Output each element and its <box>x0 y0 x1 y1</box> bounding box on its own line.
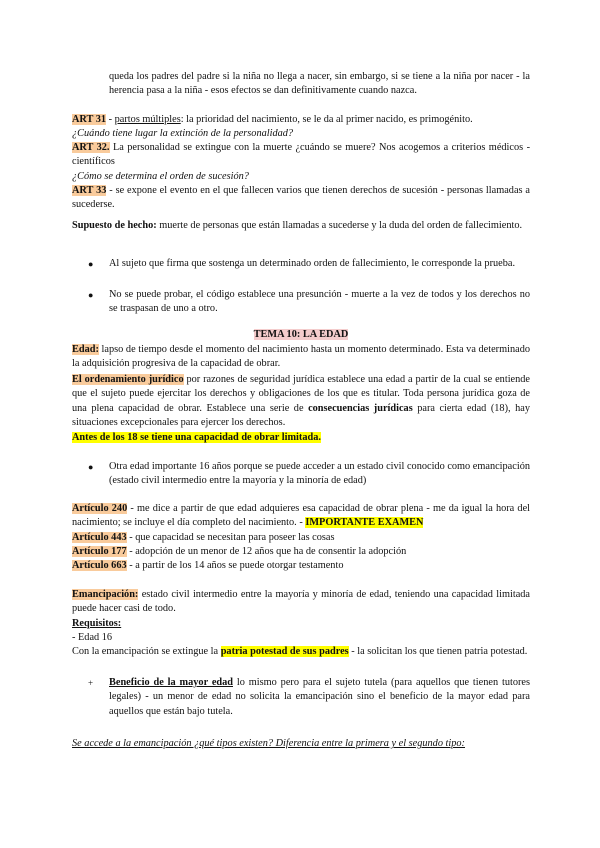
antes18-paragraph <box>72 431 530 445</box>
bullet-text: Otra edad importante 16 años porque se puede acceder a un estado civil conocido como emancipación (estado civil intermedio entre la mayoría y la minoría de edad) <box>109 461 530 487</box>
patria-paragraph <box>72 645 530 659</box>
ordenamiento-paragraph <box>72 373 530 431</box>
art177-label: Artículo 177 <box>72 546 127 557</box>
bullet-icon: ● <box>88 462 94 472</box>
section-title-text: TEMA 10: LA EDAD <box>253 329 349 340</box>
patria-pre: Con la emancipación se extingue la <box>72 646 221 657</box>
emancipacion-rest: estado civil intermedio entre la mayoría y minoría de edad, teniendo una capacidad limitada puede hacer casi de todo. <box>72 589 530 615</box>
art33-label: ART 33 <box>72 185 107 196</box>
requisitos-heading <box>72 617 530 631</box>
beneficio-rest: lo mismo pero para el sujeto tutela (para aquellos que tienen tutores legales) - un menor de edad no solicita la emancipación sino el beneficio de la mayor edad para aquellos que están bajo tutela. <box>109 677 530 717</box>
art663-paragraph <box>72 559 530 573</box>
edad-rest: lapso de tiempo desde el momento del nacimiento hasta un momento determinado. Esta va determinado la adquisición progresiva de la capacidad de obrar. <box>72 344 530 370</box>
important-badge: IMPORTANTE EXAMEN <box>305 517 424 529</box>
supuesto-paragraph <box>72 219 530 233</box>
supuesto-label: Supuesto de hecho: <box>72 220 157 231</box>
bullet-text <box>109 676 530 719</box>
closing-question: Se accede a la emancipación ¿qué tipos existen? Diferencia entre la primera y el segundo tipo: <box>72 738 465 749</box>
bullet-icon: ● <box>88 259 94 269</box>
ordenamiento-rest1: por razones de seguridad jurídica establece una edad a partir de la cual se entiende que el sujeto puede ejercitar los derechos y obligaciones de los que es titular. Toda persona jurídica goza de una plena capacidad de obrar. Establece una serie de <box>72 374 530 414</box>
list-item <box>88 257 530 271</box>
art443-label: Artículo 443 <box>72 532 127 543</box>
bullet-text: Al sujeto que firma que sostenga un determinado orden de fallecimiento, le corresponde la prueba. <box>109 258 516 269</box>
art32-label: ART 32. <box>72 142 110 153</box>
art31-paragraph <box>72 113 530 127</box>
emancipacion-paragraph <box>72 588 530 617</box>
art177-rest: - adopción de un menor de 12 años que ha de consentir la adopción <box>126 546 407 557</box>
antes18-text: Antes de los 18 se tiene una capacidad de obrar limitada. <box>72 432 321 443</box>
art32-rest: La personalidad se extingue con la muerte ¿cuándo se muere? Nos acogemos a criterios médicos - científicos <box>72 142 530 168</box>
list-item <box>88 288 530 317</box>
ordenamiento-label: El ordenamiento jurídico <box>72 374 184 385</box>
requisitos-label: Requisitos: <box>72 618 122 629</box>
art663-label: Artículo 663 <box>72 560 127 571</box>
section-title <box>72 328 530 342</box>
art240-paragraph <box>72 502 530 531</box>
list-item <box>88 676 530 719</box>
art33-rest: - se expone el evento en el que fallecen varios que tienen derechos de sucesión - personas llamadas a sucederse. <box>72 185 530 211</box>
continuation-paragraph: queda los padres del padre si la niña no llega a nacer, sin embargo, si se tiene a la niña por nacer - la herencia pasa a la niña - esos efectos se dan definitivamente cuando nazca. <box>109 71 530 97</box>
art443-paragraph <box>72 531 530 545</box>
list-item <box>88 460 530 489</box>
patria-rest: - la solicitan los que tienen patria potestad. <box>348 646 528 657</box>
art240-label: Artículo 240 <box>72 503 128 514</box>
question-sucesion: ¿Cómo se determina el orden de sucesión? <box>72 171 249 182</box>
art32-paragraph <box>72 141 530 170</box>
art663-rest: - a partir de los 14 años se puede otorgar testamento <box>126 560 344 571</box>
beneficio-label: Beneficio de la mayor edad <box>109 677 233 688</box>
requisitos-item: - Edad 16 <box>72 632 113 643</box>
art33-paragraph <box>72 184 530 213</box>
bullet-text: No se puede probar, el código establece una presunción - muerte a la vez de todos y los derechos no se traspasan de uno a otro. <box>109 289 530 315</box>
art31-label: ART 31 <box>72 114 107 125</box>
art443-rest: - que capacidad se necesitan para poseer las cosas <box>126 532 335 543</box>
art31-sep: - <box>106 114 115 125</box>
plus-icon: + <box>88 678 94 688</box>
patria-highlight: patria potestad de sus padres <box>220 646 349 657</box>
ordenamiento-rest2: para cierta edad (18), hay situaciones excepcionales para ejercer los derechos. <box>72 402 530 429</box>
emancipacion-label: Emancipación: <box>72 589 139 600</box>
bullet-icon: ● <box>88 290 94 300</box>
edad-label: Edad: <box>72 344 99 355</box>
art31-underlined: partos múltiples <box>114 114 181 125</box>
supuesto-rest: muerte de personas que están llamadas a sucederse y la duda del orden de fallecimiento. <box>156 220 523 231</box>
edad-paragraph <box>72 343 530 372</box>
question-extincion: ¿Cuándo tiene lugar la extinción de la personalidad? <box>72 128 294 139</box>
art240-rest: - me dice a partir de que edad adquieres esa capacidad de obrar plena - me da igual la hora del nacimiento; se incluye el día completo del nacimiento. - <box>72 503 531 529</box>
art31-rest: : la prioridad del nacimiento, se le da al primer nacido, es primogénito. <box>180 114 473 125</box>
art177-paragraph <box>72 545 530 559</box>
ordenamiento-bold: consecuencias jurídicas <box>308 402 413 414</box>
